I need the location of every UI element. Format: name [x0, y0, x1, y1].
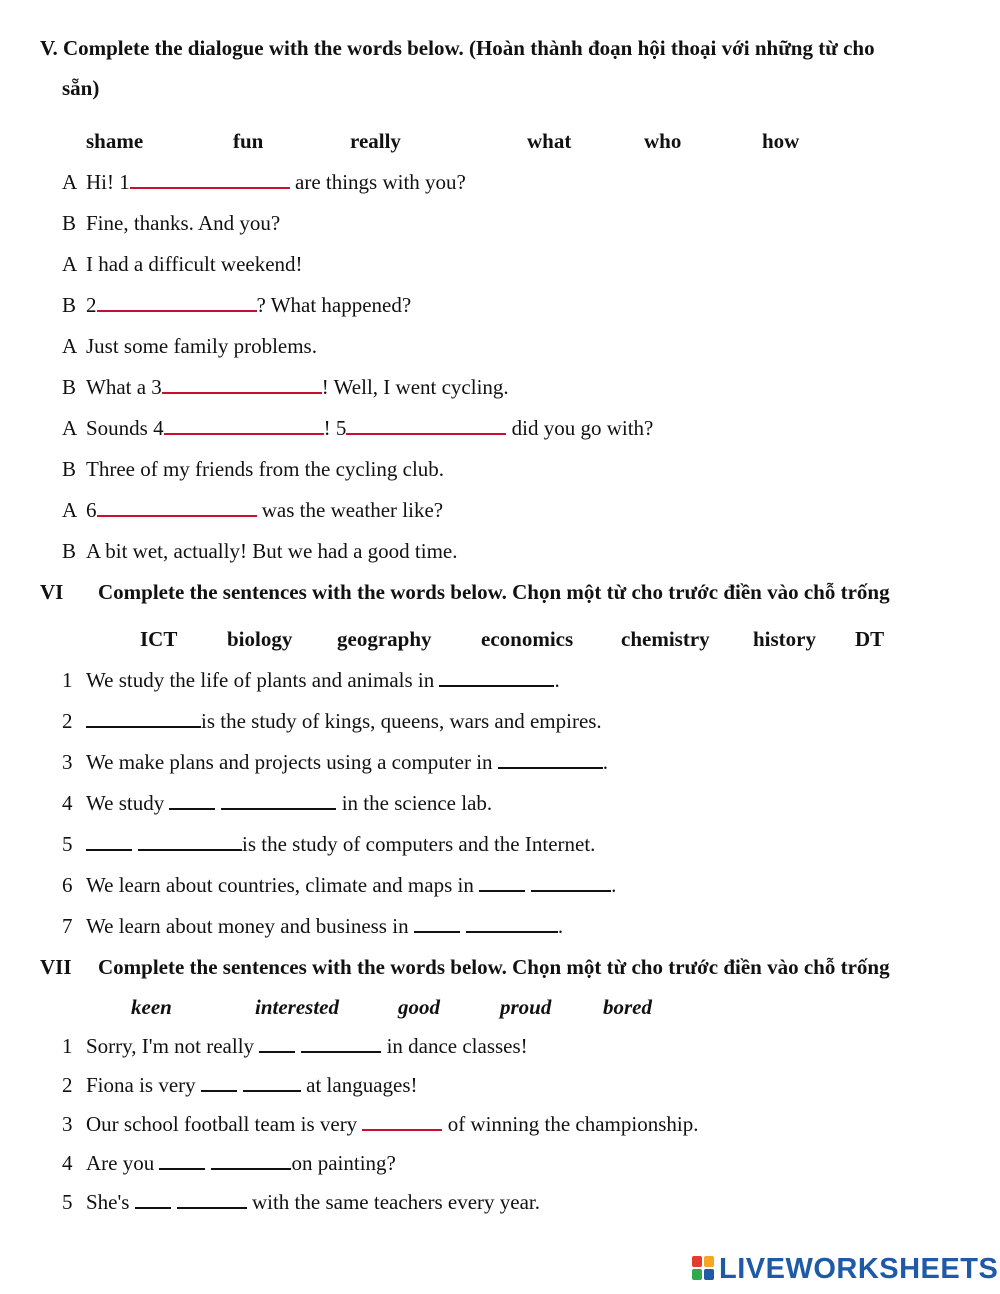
- sentence-line: [62, 750, 608, 775]
- dialogue-line: [62, 334, 317, 359]
- speaker-label: A: [62, 252, 78, 276]
- sentence-line: [62, 1190, 540, 1215]
- sentence-line: [62, 832, 595, 857]
- answer-blank-5[interactable]: [346, 417, 506, 435]
- liveworksheets-logo: [692, 1252, 998, 1286]
- answer-blank[interactable]: [159, 1152, 205, 1170]
- answer-blank[interactable]: [439, 669, 554, 687]
- line-text: was the weather like?: [256, 498, 444, 522]
- sentence-line: [62, 791, 492, 816]
- answer-blank[interactable]: [301, 1035, 381, 1053]
- answer-blank[interactable]: [86, 833, 132, 851]
- wordbank-word: who: [644, 129, 682, 153]
- sentence-line: [62, 1112, 699, 1137]
- line-text: .: [611, 873, 617, 897]
- section-number: VI: [40, 580, 64, 604]
- line-text: Sounds 4: [86, 416, 164, 440]
- line-text: ! 5: [323, 416, 347, 440]
- dialogue-line: [62, 457, 444, 482]
- wordbank-word: shame: [86, 129, 144, 153]
- line-text: are things with you?: [289, 170, 466, 194]
- line-text: She's: [86, 1190, 135, 1214]
- answer-blank-4[interactable]: [164, 417, 324, 435]
- line-text: of winning the championship.: [442, 1112, 699, 1136]
- line-text: Just some family problems.: [86, 334, 317, 358]
- sentence-line: [62, 1073, 418, 1098]
- section-number: VII: [40, 955, 72, 979]
- section-instruction: Complete the sentences with the words below. Chọn một từ cho trước điền vào chỗ trống: [98, 955, 890, 979]
- line-text: Are you: [86, 1151, 160, 1175]
- section-instruction: Complete the sentences with the words below. Chọn một từ cho trước điền vào chỗ trống: [98, 580, 890, 604]
- answer-blank-2[interactable]: [97, 294, 257, 312]
- speaker-label: B: [62, 539, 77, 563]
- dialogue-line: [62, 211, 280, 236]
- section-v-title: V. Complete the dialogue with the words below. (Hoàn thành đoạn hội thoại với những từ cho: [40, 36, 875, 60]
- item-number: 2: [62, 709, 73, 733]
- line-text: We study: [86, 791, 170, 815]
- speaker-label: A: [62, 170, 78, 194]
- line-text: did you go with?: [506, 416, 654, 440]
- answer-blank[interactable]: [479, 874, 525, 892]
- line-text: .: [554, 668, 560, 692]
- line-text: .: [557, 914, 564, 938]
- section-vi-wordbank: [0, 627, 1000, 653]
- line-text: A bit wet, actually! But we had a good time.: [86, 539, 458, 563]
- answer-blank-6[interactable]: [97, 499, 257, 517]
- item-number: 5: [62, 1190, 73, 1214]
- sentence-line: [62, 1034, 528, 1059]
- item-number: 3: [62, 750, 73, 774]
- dialogue-line: [62, 252, 303, 277]
- line-text: on painting?: [291, 1151, 396, 1175]
- line-text: Fiona is very: [86, 1073, 201, 1097]
- wordbank-word: proud: [500, 995, 552, 1019]
- section-v-title-cont: sẵn): [62, 76, 100, 100]
- wordbank-word: DT: [855, 627, 885, 651]
- item-number: 7: [62, 914, 73, 938]
- wordbank-word: chemistry: [621, 627, 710, 651]
- answer-blank[interactable]: [169, 792, 215, 810]
- wordbank-word: bored: [603, 995, 652, 1019]
- answer-blank[interactable]: [362, 1113, 442, 1131]
- line-text: We learn about money and business in: [86, 914, 414, 938]
- section-vi-title: [40, 580, 890, 605]
- answer-blank[interactable]: [135, 1191, 171, 1209]
- line-text: at languages!: [300, 1073, 418, 1097]
- answer-blank[interactable]: [243, 1074, 301, 1092]
- speaker-label: B: [62, 457, 77, 481]
- dialogue-line: [62, 498, 443, 523]
- answer-blank[interactable]: [531, 874, 611, 892]
- sentence-line: [62, 668, 560, 693]
- answer-blank[interactable]: [177, 1191, 247, 1209]
- wordbank-word: geography: [337, 627, 432, 651]
- wordbank-word: really: [350, 129, 401, 153]
- wordbank-word: what: [527, 129, 572, 153]
- speaker-label: B: [62, 211, 77, 235]
- line-text: ! Well, I went cycling.: [321, 375, 509, 399]
- speaker-label: B: [62, 375, 77, 399]
- logo-grid-icon: [692, 1256, 716, 1282]
- logo-text: LIVEWORKSHEETS: [719, 1252, 999, 1285]
- wordbank-word: how: [762, 129, 800, 153]
- line-text: Our school football team is very: [86, 1112, 363, 1136]
- item-number: 1: [62, 668, 73, 692]
- wordbank-word: good: [398, 995, 440, 1019]
- line-text: We study the life of plants and animals in: [86, 668, 440, 692]
- dialogue-line: [62, 539, 458, 564]
- line-text: with the same teachers every year.: [246, 1190, 541, 1214]
- answer-blank[interactable]: [414, 915, 460, 933]
- wordbank-word: history: [753, 627, 816, 651]
- answer-blank[interactable]: [201, 1074, 237, 1092]
- dialogue-line: [62, 170, 466, 195]
- answer-blank[interactable]: [138, 833, 242, 851]
- sentence-line: [62, 914, 563, 939]
- item-number: 2: [62, 1073, 73, 1097]
- wordbank-word: fun: [233, 129, 264, 153]
- line-text: Fine, thanks. And you?: [86, 211, 281, 235]
- sentence-line: [62, 709, 602, 734]
- line-text: .: [602, 750, 609, 774]
- answer-blank[interactable]: [221, 792, 336, 810]
- wordbank-word: keen: [131, 995, 172, 1019]
- answer-blank[interactable]: [498, 751, 603, 769]
- sentence-line: [62, 1151, 396, 1176]
- answer-blank[interactable]: [259, 1035, 295, 1053]
- speaker-label: A: [62, 498, 78, 522]
- line-text: in dance classes!: [381, 1034, 528, 1058]
- dialogue-line: [62, 375, 509, 400]
- wordbank-word: interested: [255, 995, 339, 1019]
- answer-blank[interactable]: [211, 1152, 291, 1170]
- dialogue-line: [62, 416, 653, 441]
- section-v-wordbank: [0, 129, 1000, 155]
- line-text: Sorry, I'm not really: [86, 1034, 260, 1058]
- line-text: in the science lab.: [336, 791, 493, 815]
- answer-blank-1[interactable]: [130, 171, 290, 189]
- answer-blank[interactable]: [86, 710, 201, 728]
- line-text: What a 3: [86, 375, 162, 399]
- line-text: Hi! 1: [86, 170, 130, 194]
- wordbank-word: economics: [481, 627, 574, 651]
- line-text: We make plans and projects using a computer in: [86, 750, 498, 774]
- speaker-label: A: [62, 334, 78, 358]
- line-text: 2: [86, 293, 97, 317]
- line-text: Three of my friends from the cycling club.: [86, 457, 445, 481]
- item-number: 6: [62, 873, 73, 897]
- speaker-label: A: [62, 416, 78, 440]
- item-number: 3: [62, 1112, 73, 1136]
- line-text: 6: [86, 498, 97, 522]
- item-number: 4: [62, 791, 73, 815]
- speaker-label: B: [62, 293, 77, 317]
- item-number: 5: [62, 832, 73, 856]
- line-text: I had a difficult weekend!: [86, 252, 303, 276]
- section-vii-wordbank: [0, 995, 1000, 1021]
- answer-blank-3[interactable]: [162, 376, 322, 394]
- dialogue-line: [62, 293, 411, 318]
- line-text: is the study of kings, queens, wars and empires.: [201, 709, 602, 733]
- wordbank-word: ICT: [140, 627, 178, 651]
- item-number: 4: [62, 1151, 73, 1175]
- item-number: 1: [62, 1034, 73, 1058]
- wordbank-word: biology: [227, 627, 293, 651]
- line-text: ? What happened?: [256, 293, 412, 317]
- line-text: We learn about countries, climate and maps in: [86, 873, 480, 897]
- answer-blank[interactable]: [466, 915, 558, 933]
- sentence-line: [62, 873, 616, 898]
- section-vii-title: [40, 955, 890, 980]
- line-text: is the study of computers and the Internet.: [242, 832, 596, 856]
